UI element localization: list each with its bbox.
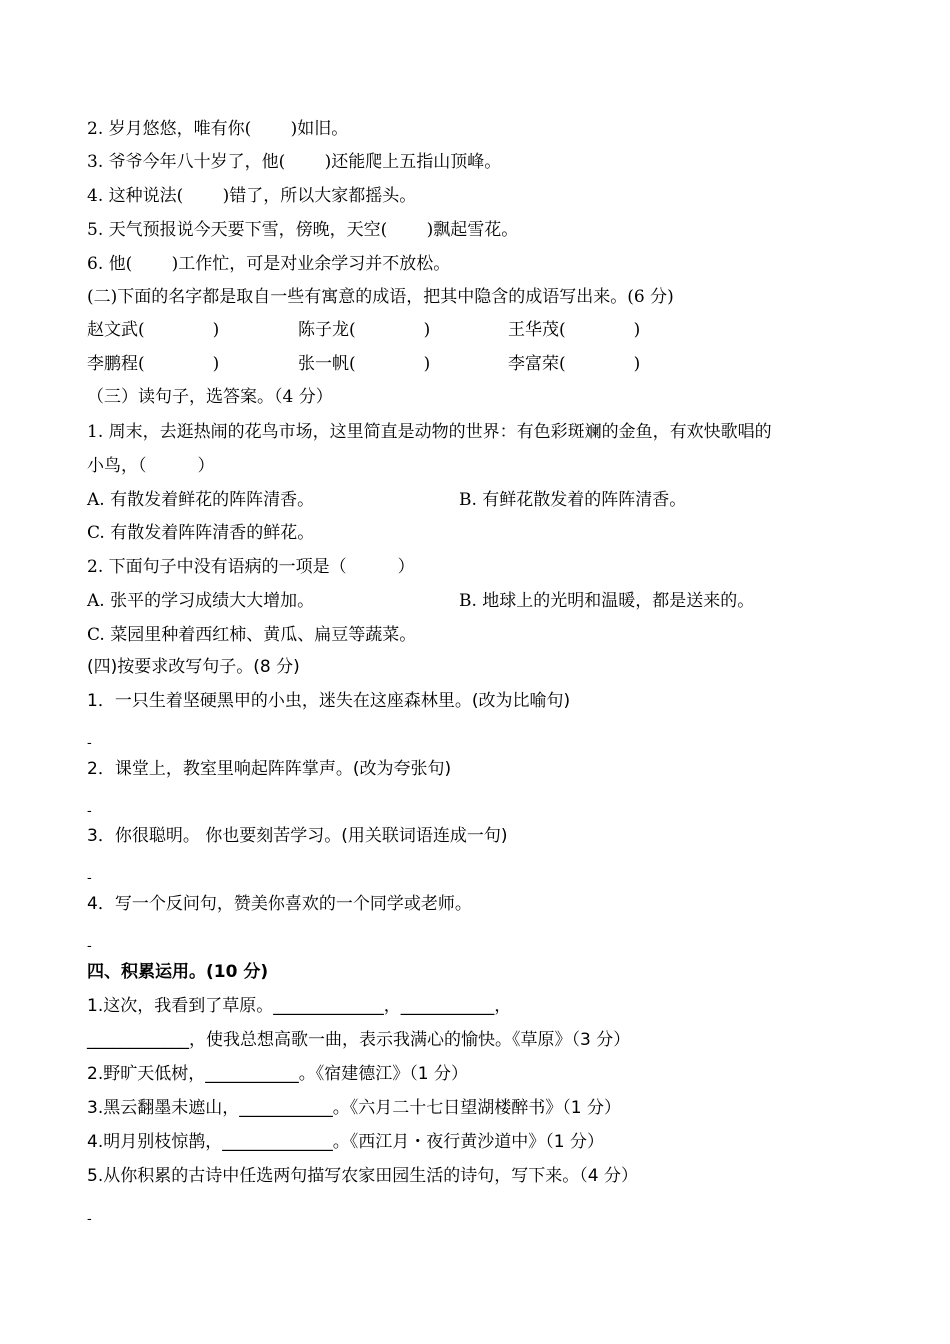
poem-q5: 5.从你积累的古诗中任选两句描写农家田园生活的诗句，写下来。（4 分） <box>87 1166 638 1186</box>
answer-line-marker: - <box>87 803 92 819</box>
poem-q4: 4.明月别枝惊鹊，_____________。《西江月・夜行黄沙道中》（1 分） <box>87 1132 604 1152</box>
part4-heading: (四)按要求改写句子。(8 分) <box>87 657 300 677</box>
rewrite-item: 4．写一个反问句，赞美你喜欢的一个同学或老师。 <box>87 894 472 914</box>
question-2: 2. 岁月悠悠，唯有你( )如旧。 <box>87 119 349 139</box>
answer-line-marker: - <box>87 870 92 886</box>
option-c: C. 菜园里种着西红柿、黄瓜、扁豆等蔬菜。 <box>87 625 417 645</box>
option-a: A. 张平的学习成绩大大增加。 <box>87 591 315 611</box>
answer-line-marker: - <box>87 938 92 954</box>
rewrite-item: 2．课堂上，教室里响起阵阵掌声。(改为夸张句) <box>87 759 452 779</box>
part3-q2-stem: 2. 下面句子中没有语病的一项是（ ） <box>87 557 415 577</box>
name-item: 王华茂( ) <box>508 320 641 340</box>
part3-heading: （三）读句子，选答案。（4 分） <box>87 387 333 407</box>
option-c: C. 有散发着阵阵清香的鲜花。 <box>87 523 315 543</box>
part3-q1-line2: 小鸟，（ ） <box>87 456 215 476</box>
option-a: A. 有散发着鲜花的阵阵清香。 <box>87 490 315 510</box>
question-3: 3. 爷爷今年八十岁了，他( )还能爬上五指山顶峰。 <box>87 152 502 172</box>
name-item: 陈子龙( ) <box>298 320 431 340</box>
rewrite-item: 1．一只生着坚硬黑甲的小虫，迷失在这座森林里。(改为比喻句) <box>87 691 571 711</box>
part3-q1-line1: 1. 周末，去逛热闹的花鸟市场，这里简直是动物的世界：有色彩斑斓的金鱼，有欢快歌唱的 <box>87 422 772 442</box>
question-6: 6. 他( )工作忙，可是对业余学习并不放松。 <box>87 254 451 274</box>
rewrite-item: 3．你很聪明。 你也要刻苦学习。(用关联词语连成一句) <box>87 826 508 846</box>
question-4: 4. 这种说法( )错了，所以大家都摇头。 <box>87 186 417 206</box>
name-item: 李富荣( ) <box>508 354 641 374</box>
poem-q1-line1: 1.这次，我看到了草原。_____________，___________， <box>87 996 512 1016</box>
name-item: 李鹏程( ) <box>87 354 220 374</box>
option-b: B. 地球上的光明和温暖，都是送来的。 <box>459 591 755 611</box>
name-item: 赵文武( ) <box>87 320 220 340</box>
answer-line-marker: - <box>87 735 92 751</box>
poem-q1-line2: ____________，使我总想高歌一曲，表示我满心的愉快。《草原》（3 分） <box>87 1030 631 1050</box>
question-5: 5. 天气预报说今天要下雪，傍晚，天空( )飘起雪花。 <box>87 220 519 240</box>
section4-heading: 四、积累运用。(10 分) <box>87 962 269 982</box>
poem-q2: 2.野旷天低树，___________。《宿建德江》（1 分） <box>87 1064 468 1084</box>
part2-heading: (二)下面的名字都是取自一些有寓意的成语，把其中隐含的成语写出来。(6 分) <box>87 287 674 307</box>
poem-q3: 3.黑云翻墨未遮山，___________。《六月二十七日望湖楼醉书》（1 分） <box>87 1098 621 1118</box>
answer-line-marker: - <box>87 1211 92 1227</box>
name-item: 张一帆( ) <box>298 354 431 374</box>
option-b: B. 有鲜花散发着的阵阵清香。 <box>459 490 687 510</box>
